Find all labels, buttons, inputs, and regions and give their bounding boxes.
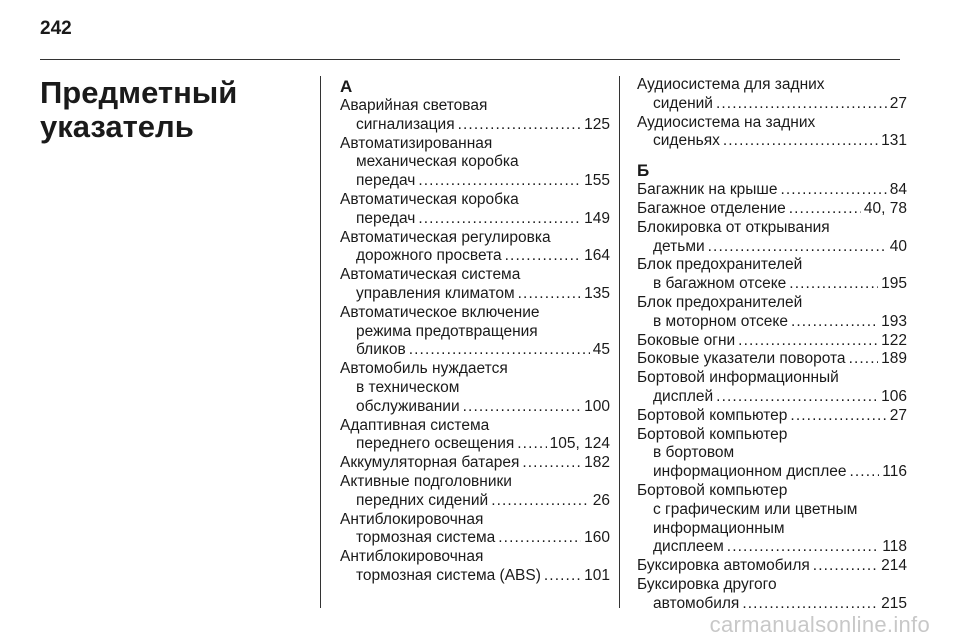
dot-leader [780, 181, 886, 200]
page-reference[interactable]: 125 [584, 115, 610, 133]
dot-leader [418, 172, 581, 191]
index-entry[interactable] [637, 350, 907, 369]
entry-text-line: Антиблокировочная [340, 548, 484, 566]
letter-heading-b: Б [637, 161, 650, 181]
entry-term: дисплей [653, 387, 714, 405]
index-entry[interactable] [340, 473, 610, 511]
page-reference[interactable]: 164 [584, 247, 610, 265]
dot-leader [518, 285, 581, 304]
index-entry[interactable] [340, 97, 610, 135]
entry-term: Багажник на крыше [637, 181, 778, 199]
dot-leader [418, 210, 581, 229]
entry-term: детьми [653, 237, 705, 255]
page-reference[interactable]: 40, 78 [863, 199, 907, 217]
page-reference[interactable]: 122 [881, 331, 907, 349]
page-reference[interactable]: 155 [584, 172, 610, 190]
entry-page-line [637, 350, 907, 369]
entry-term: Багажное отделение [637, 199, 786, 217]
page-reference[interactable]: 118 [882, 538, 907, 556]
entry-text-line: информационным [653, 519, 785, 537]
page-reference[interactable]: 106 [881, 387, 907, 405]
page-reference[interactable]: 100 [584, 397, 610, 415]
page-reference[interactable]: 193 [881, 312, 907, 330]
page-reference[interactable]: 45 [592, 341, 610, 359]
page-reference[interactable]: 27 [889, 406, 907, 424]
entry-text-line: Блокировка от открывания [637, 218, 830, 236]
entry-term: автомобиля [653, 594, 740, 612]
entry-text-line: Автомобиль нуждается [340, 360, 508, 378]
entry-text-line: Буксировка другого [637, 575, 777, 593]
entry-text-line: Бортовой информационный [637, 369, 839, 387]
dot-leader [723, 132, 878, 151]
entry-page-line [637, 388, 907, 407]
entry-term: в моторном отсеке [653, 312, 788, 330]
entry-page-line [637, 463, 907, 482]
entry-term: передних сидений [356, 491, 489, 509]
dot-leader [813, 557, 878, 576]
entry-page-line [637, 181, 907, 200]
page-reference[interactable]: 101 [584, 566, 610, 584]
entry-text-line: Автоматическая коробка [340, 190, 519, 208]
entry-text-line: Блок предохранителей [637, 293, 803, 311]
index-entry[interactable] [340, 454, 610, 473]
page-reference[interactable]: 105, 124 [549, 435, 610, 453]
entry-term: управления климатом [356, 284, 515, 302]
index-entry[interactable] [340, 191, 610, 229]
entry-text-line: Адаптивная система [340, 416, 490, 434]
index-column-2 [637, 76, 907, 614]
entry-term: Буксировка автомобиля [637, 557, 810, 575]
page-reference[interactable]: 149 [584, 209, 610, 227]
page-reference[interactable]: 135 [584, 284, 610, 302]
column-divider-right [619, 76, 620, 608]
index-entry[interactable] [637, 332, 907, 351]
column-divider-left [320, 76, 321, 608]
dot-leader [727, 538, 879, 557]
entry-page-line [340, 341, 610, 360]
entry-text-line: Автоматическое включение [340, 303, 540, 321]
entry-page-line [340, 435, 610, 454]
entry-text-line: Автоматизированная [340, 134, 493, 152]
page-reference[interactable]: 189 [881, 350, 907, 368]
dot-leader [708, 238, 887, 257]
entry-term: информационном дисплее [653, 463, 847, 481]
entry-text-line: Бортовой компьютер [637, 425, 788, 443]
entry-text-line: в бортовом [653, 444, 735, 462]
dot-leader [849, 350, 879, 369]
entry-page-line [637, 275, 907, 294]
entry-term: передач [356, 172, 416, 190]
index-entry[interactable] [340, 304, 610, 360]
entry-term: сиденьях [653, 132, 720, 150]
dot-leader [789, 275, 878, 294]
letter-heading-a: А [340, 77, 353, 96]
dot-leader [716, 388, 878, 407]
section-title [40, 76, 310, 144]
entry-term: передач [356, 209, 416, 227]
entry-term: Боковые огни [637, 331, 736, 349]
page-reference[interactable]: 182 [584, 454, 610, 472]
entry-page-line [340, 398, 610, 417]
entry-term: Бортовой компьютер [637, 406, 788, 424]
entry-term: сигнализация [356, 115, 455, 133]
index-entry[interactable] [637, 426, 907, 482]
watermark: carmanuals​online.info [709, 612, 930, 637]
entry-text-line: Активные подголовники [340, 472, 512, 490]
entry-page-line [340, 492, 610, 511]
index-entry[interactable] [637, 219, 907, 257]
entry-page-line [637, 313, 907, 332]
entry-text-line: с графическим или цветным [653, 500, 858, 518]
entry-text-line: Автоматическая регулировка [340, 228, 551, 246]
entry-page-line [340, 454, 610, 473]
index-entry[interactable] [637, 76, 907, 114]
entry-page-line [637, 200, 907, 219]
entry-term: Боковые указатели поворота [637, 350, 846, 368]
dot-leader [791, 313, 878, 332]
index-entry[interactable] [637, 407, 907, 426]
header-divider [40, 59, 900, 60]
index-entry[interactable] [340, 229, 610, 267]
index-column-1 [340, 76, 610, 586]
entry-term: тормозная система (ABS) [356, 566, 541, 584]
entry-text-line: режима предотвращения [356, 322, 538, 340]
section-title-line-2: указатель [40, 109, 194, 144]
page-reference[interactable]: 160 [584, 529, 610, 547]
entry-page-line [340, 247, 610, 266]
index-entries-b [637, 181, 907, 613]
entry-page-line [340, 116, 610, 135]
page-reference[interactable]: 40 [889, 237, 907, 255]
page-number: 242 [40, 18, 72, 39]
entry-text-line: Аудиосистема для задних [637, 76, 825, 93]
dot-leader [544, 567, 581, 586]
index-entry[interactable] [340, 135, 610, 191]
dot-leader [458, 116, 582, 135]
entry-page-line [637, 132, 907, 151]
index-entry[interactable] [637, 482, 907, 557]
index-entry[interactable] [340, 417, 610, 455]
dot-leader [789, 200, 861, 219]
entry-term: обслуживании [356, 397, 460, 415]
page-reference[interactable]: 27 [889, 94, 907, 112]
dot-leader [491, 492, 590, 511]
index-entry[interactable] [637, 181, 907, 200]
index-entry[interactable] [340, 548, 610, 586]
entry-text-line: Аварийная световая [340, 97, 488, 114]
entry-page-line [637, 538, 907, 557]
page-reference[interactable]: 215 [881, 594, 907, 612]
entry-text-line: Аудиосистема на задних [637, 113, 816, 131]
dot-leader [505, 247, 582, 266]
dot-leader [498, 529, 581, 548]
entry-term: бликов [356, 341, 406, 359]
index-entry[interactable] [637, 294, 907, 332]
index-entry[interactable] [340, 511, 610, 549]
entry-page-line [637, 557, 907, 576]
page-reference[interactable]: 195 [881, 275, 907, 293]
entry-text-line: Блок предохранителей [637, 256, 803, 274]
index-entry[interactable] [637, 557, 907, 576]
entry-page-line [340, 567, 610, 586]
entry-term: дисплеем [653, 538, 724, 556]
entry-term: сидений [653, 94, 713, 112]
dot-leader [463, 398, 581, 417]
dot-leader [742, 595, 878, 614]
entry-text-line: механическая коробка [356, 153, 519, 171]
entry-term: дорожного просвета [356, 247, 502, 265]
entry-text-line: в техническом [356, 378, 460, 396]
dot-leader [738, 332, 878, 351]
entry-page-line [637, 407, 907, 426]
dot-leader [716, 95, 887, 114]
index-entry[interactable] [340, 360, 610, 416]
entry-page-line [340, 172, 610, 191]
entry-page-line [340, 529, 610, 548]
dot-leader [790, 407, 886, 426]
entry-text-line: Бортовой компьютер [637, 481, 788, 499]
index-entry[interactable] [637, 114, 907, 152]
entry-term: Аккумуляторная батарея [340, 454, 520, 472]
index-entry[interactable] [340, 266, 610, 304]
index-entries-a [340, 97, 610, 586]
entry-page-line [637, 332, 907, 351]
dot-leader [409, 341, 590, 360]
dot-leader [522, 454, 581, 473]
entry-page-line [637, 238, 907, 257]
entry-text-line: Антиблокировочная [340, 510, 484, 528]
entry-term: переднего освещения [356, 435, 515, 453]
page-reference[interactable]: 116 [882, 463, 907, 481]
entry-page-line [340, 285, 610, 304]
index-entry[interactable] [637, 256, 907, 294]
entry-text-line: Автоматическая система [340, 266, 521, 284]
entry-page-line [637, 95, 907, 114]
page-reference[interactable]: 131 [881, 132, 907, 150]
dot-leader [517, 435, 546, 454]
index-entry[interactable] [637, 369, 907, 407]
page-reference[interactable]: 26 [592, 491, 610, 509]
page-reference[interactable]: 214 [881, 557, 907, 575]
dot-leader [849, 463, 879, 482]
entry-term: тормозная система [356, 529, 496, 547]
section-title-line-1: Предметный [40, 75, 238, 110]
entry-term: в багажном отсеке [653, 275, 787, 293]
entry-page-line [637, 595, 907, 614]
page-reference[interactable]: 84 [889, 181, 907, 199]
entry-page-line [340, 210, 610, 229]
index-entry[interactable] [637, 576, 907, 614]
index-entries-a-continued [637, 76, 907, 151]
index-entry[interactable] [637, 200, 907, 219]
